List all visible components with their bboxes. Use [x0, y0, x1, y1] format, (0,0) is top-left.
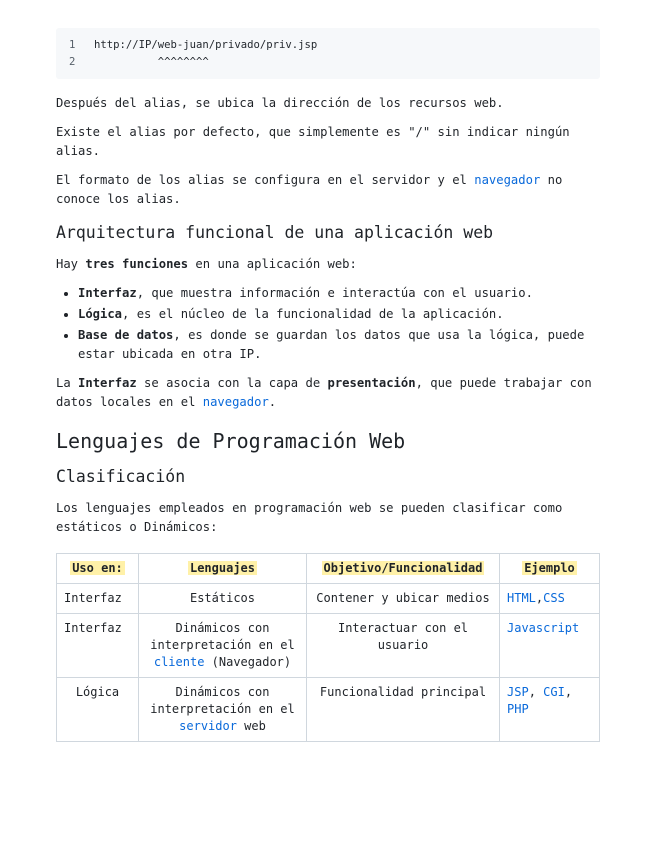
- cell-objetivo: Funcionalidad principal: [307, 678, 500, 742]
- paragraph-alias-location: Después del alias, se ubica la dirección de los recursos web.: [56, 96, 504, 110]
- cell-objetivo: Contener y ubicar medios: [307, 584, 500, 614]
- bold-text: Lógica: [78, 307, 123, 321]
- separator: ,: [535, 591, 544, 605]
- heading-clasificacion: Clasificación: [56, 467, 186, 486]
- cell-uso: Lógica: [57, 678, 139, 742]
- paragraph-clasificacion: Los lenguajes empleados en programación web se pueden clasificar como estáticos o Dinámicos:: [56, 501, 563, 534]
- paragraph-interfaz: [56, 374, 600, 412]
- cliente-link[interactable]: cliente: [153, 655, 205, 669]
- cgi-link[interactable]: CGI: [543, 685, 565, 699]
- cell-ejemplo: [500, 678, 600, 742]
- servidor-link[interactable]: servidor: [179, 719, 237, 733]
- column-header: [500, 554, 600, 584]
- code-text: ^^^^^^^^: [94, 56, 209, 68]
- paragraph-alias-format: [56, 171, 600, 209]
- separator: ,: [528, 685, 544, 699]
- functions-list: [56, 284, 600, 364]
- article-content: [56, 28, 600, 742]
- text: (Navegador): [204, 655, 292, 669]
- separator: ,: [564, 685, 573, 699]
- php-link[interactable]: PHP: [507, 702, 529, 716]
- column-header-label: Uso en:: [72, 561, 123, 575]
- bold-text: Interfaz: [78, 286, 137, 300]
- text: La: [56, 376, 79, 390]
- table-header-row: [57, 554, 600, 584]
- text: , es donde se guardan los datos que usa la lógica, puede estar ubicada en otra IP.: [78, 328, 585, 361]
- text: El formato de los alias se configura en el servidor y el: [56, 173, 475, 187]
- code-block: [56, 28, 600, 79]
- cell-uso: Interfaz: [57, 584, 139, 614]
- code-text: http://IP/web-juan/privado/priv.jsp: [94, 39, 318, 51]
- paragraph-default-alias: Existe el alias por defecto, que simplemente es "/" sin indicar ningún alias.: [56, 125, 570, 158]
- table-row: [57, 678, 600, 742]
- text: , que puede trabajar con datos locales en el: [56, 376, 592, 409]
- text: Dinámicos con interpretación en el: [150, 685, 295, 716]
- line-number: 2: [69, 56, 76, 68]
- languages-table: [56, 553, 600, 742]
- code-line: [66, 37, 590, 54]
- heading-lenguajes: Lenguajes de Programación Web: [56, 429, 406, 453]
- javascript-link[interactable]: Javascript: [507, 621, 580, 635]
- text: web: [236, 719, 266, 733]
- list-item: [78, 284, 600, 303]
- bold-text: Interfaz: [78, 376, 137, 390]
- text: no conoce los alias.: [56, 173, 563, 206]
- column-header-label: Objetivo/Funcionalidad: [323, 561, 483, 575]
- paragraph-tres-funciones: [56, 255, 600, 274]
- cell-lenguaje: [139, 678, 307, 742]
- cell-uso: Interfaz: [57, 614, 139, 678]
- bold-text: Base de datos: [78, 328, 174, 342]
- column-header: [57, 554, 139, 584]
- cell-ejemplo: [500, 614, 600, 678]
- column-header-label: Lenguajes: [189, 561, 256, 575]
- cell-ejemplo: [500, 584, 600, 614]
- html-link[interactable]: HTML: [507, 591, 536, 605]
- line-number: 1: [69, 39, 76, 51]
- heading-arquitectura: Arquitectura funcional de una aplicación web: [56, 223, 494, 242]
- list-item: [78, 326, 600, 364]
- text: , que muestra información e interactúa con el usuario.: [136, 286, 533, 300]
- text: Hay: [56, 257, 86, 271]
- table-row: [57, 584, 600, 614]
- text: Dinámicos con interpretación en el: [150, 621, 295, 652]
- bold-text: tres funciones: [85, 257, 189, 271]
- navegador-link[interactable]: navegador: [202, 395, 269, 409]
- code-line: [66, 54, 590, 71]
- text: , es el núcleo de la funcionalidad de la aplicación.: [122, 307, 504, 321]
- cell-lenguaje: [139, 614, 307, 678]
- navegador-link[interactable]: navegador: [474, 173, 541, 187]
- list-item: [78, 305, 600, 324]
- bold-text: presentación: [327, 376, 416, 390]
- cell-objetivo: Interactuar con el usuario: [307, 614, 500, 678]
- table-row: [57, 614, 600, 678]
- text: .: [268, 395, 277, 409]
- jsp-link[interactable]: JSP: [507, 685, 529, 699]
- css-link[interactable]: CSS: [543, 591, 565, 605]
- column-header-label: Ejemplo: [524, 561, 575, 575]
- text: se asocia con la capa de: [136, 376, 328, 390]
- column-header: [307, 554, 500, 584]
- column-header: [139, 554, 307, 584]
- cell-lenguaje: Estáticos: [139, 584, 307, 614]
- text: en una aplicación web:: [188, 257, 357, 271]
